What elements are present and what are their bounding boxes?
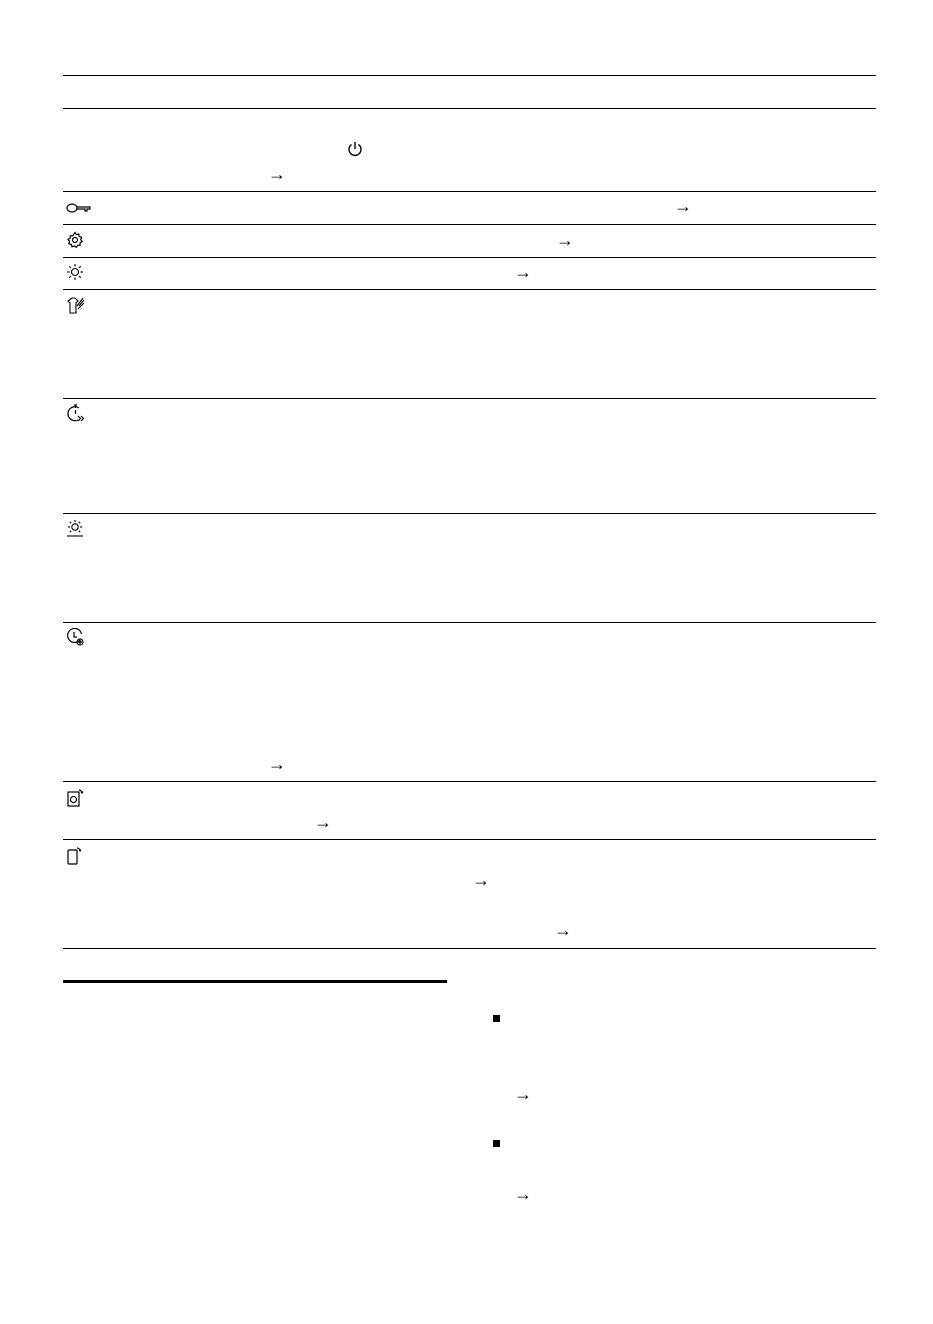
arrow-icon: → [514,262,532,282]
arrow-icon: → [554,920,572,940]
row-divider [63,781,876,782]
arrow-icon: → [268,754,286,774]
section-heading-rule [63,980,447,983]
arrow-icon: → [556,230,574,250]
table-top-rule [63,75,876,76]
table-bottom-rule [63,948,876,949]
arrow-icon: → [472,870,490,890]
row-divider [63,622,876,623]
brightness-low-icon [66,519,86,537]
door-icon [66,847,86,865]
arrow-icon: → [514,1184,532,1204]
brightness-icon [66,263,86,281]
list-bullet [493,1140,500,1147]
gear-icon [66,231,86,249]
row-divider [63,289,876,290]
row-divider [63,191,876,192]
pet-hair-icon [66,297,86,315]
end-time-icon [66,628,86,646]
arrow-icon: → [268,164,286,184]
key-icon [66,200,92,218]
row-divider [63,224,876,225]
drum-clean-icon [66,789,86,807]
row-divider [63,257,876,258]
arrow-icon: → [514,1084,532,1104]
row-divider [63,398,876,399]
row-divider [63,839,876,840]
arrow-icon: → [314,812,332,832]
arrow-icon: → [674,196,692,216]
row-divider [63,513,876,514]
power-icon [346,140,364,158]
speed-timer-icon [66,404,86,422]
table-header-rule [63,108,876,109]
list-bullet [493,1015,500,1022]
